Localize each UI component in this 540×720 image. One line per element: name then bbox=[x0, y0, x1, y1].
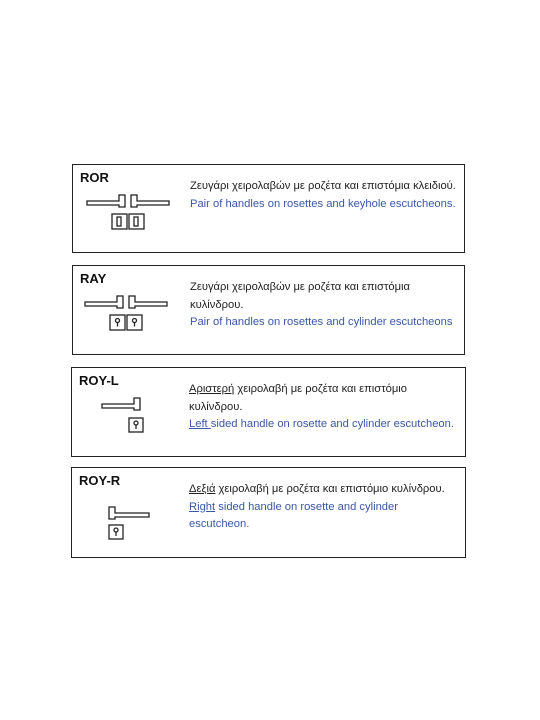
product-code: RAY bbox=[80, 271, 107, 286]
english-rest: sided handle on rosette and cylinder escutcheon. bbox=[189, 500, 398, 530]
product-card-roy-l bbox=[71, 367, 466, 457]
description bbox=[189, 481, 461, 534]
description bbox=[190, 178, 462, 213]
greek-rest: χειρολαβή με ροζέτα και επιστόμιο κυλίνδρου. bbox=[215, 483, 445, 495]
english-description: Pair of handles on rosettes and cylinder escutcheons bbox=[190, 316, 453, 328]
product-card-ray bbox=[72, 265, 465, 355]
greek-description: Ζευγάρι χειρολαβών με ροζέτα και επιστόμια κλειδιού. bbox=[190, 180, 456, 192]
english-description bbox=[189, 416, 461, 434]
greek-description: Ζευγάρι χειρολαβών με ροζέτα και επιστόμια κυλίνδρου. bbox=[190, 281, 410, 311]
product-code: ROY-L bbox=[79, 373, 119, 388]
english-rest: sided handle on rosette and cylinder escutcheon. bbox=[210, 418, 454, 430]
greek-description bbox=[189, 481, 461, 499]
greek-underlined-word: Αριστερή bbox=[189, 383, 235, 395]
english-underlined-word: Right bbox=[189, 500, 216, 513]
product-code: ROY-R bbox=[79, 473, 121, 488]
pair-handles-keyhole-icon bbox=[83, 187, 173, 237]
greek-underlined-word: Δεξιά bbox=[189, 483, 216, 495]
product-card-ror bbox=[72, 164, 465, 253]
greek-rest: χειρολαβή με ροζέτα και επιστόμιο κυλίνδρου. bbox=[189, 383, 407, 413]
right-handle-cylinder-icon bbox=[82, 490, 172, 540]
greek-description bbox=[189, 381, 461, 416]
product-code: ROR bbox=[80, 170, 109, 185]
english-description bbox=[189, 499, 461, 534]
description bbox=[189, 381, 461, 434]
pair-handles-cylinder-icon bbox=[83, 288, 173, 338]
english-underlined-word: Left bbox=[189, 418, 211, 430]
description bbox=[190, 279, 462, 332]
product-card-roy-r bbox=[71, 467, 466, 558]
left-handle-cylinder-icon bbox=[82, 390, 172, 440]
english-description: Pair of handles on rosettes and keyhole escutcheons. bbox=[190, 197, 456, 210]
